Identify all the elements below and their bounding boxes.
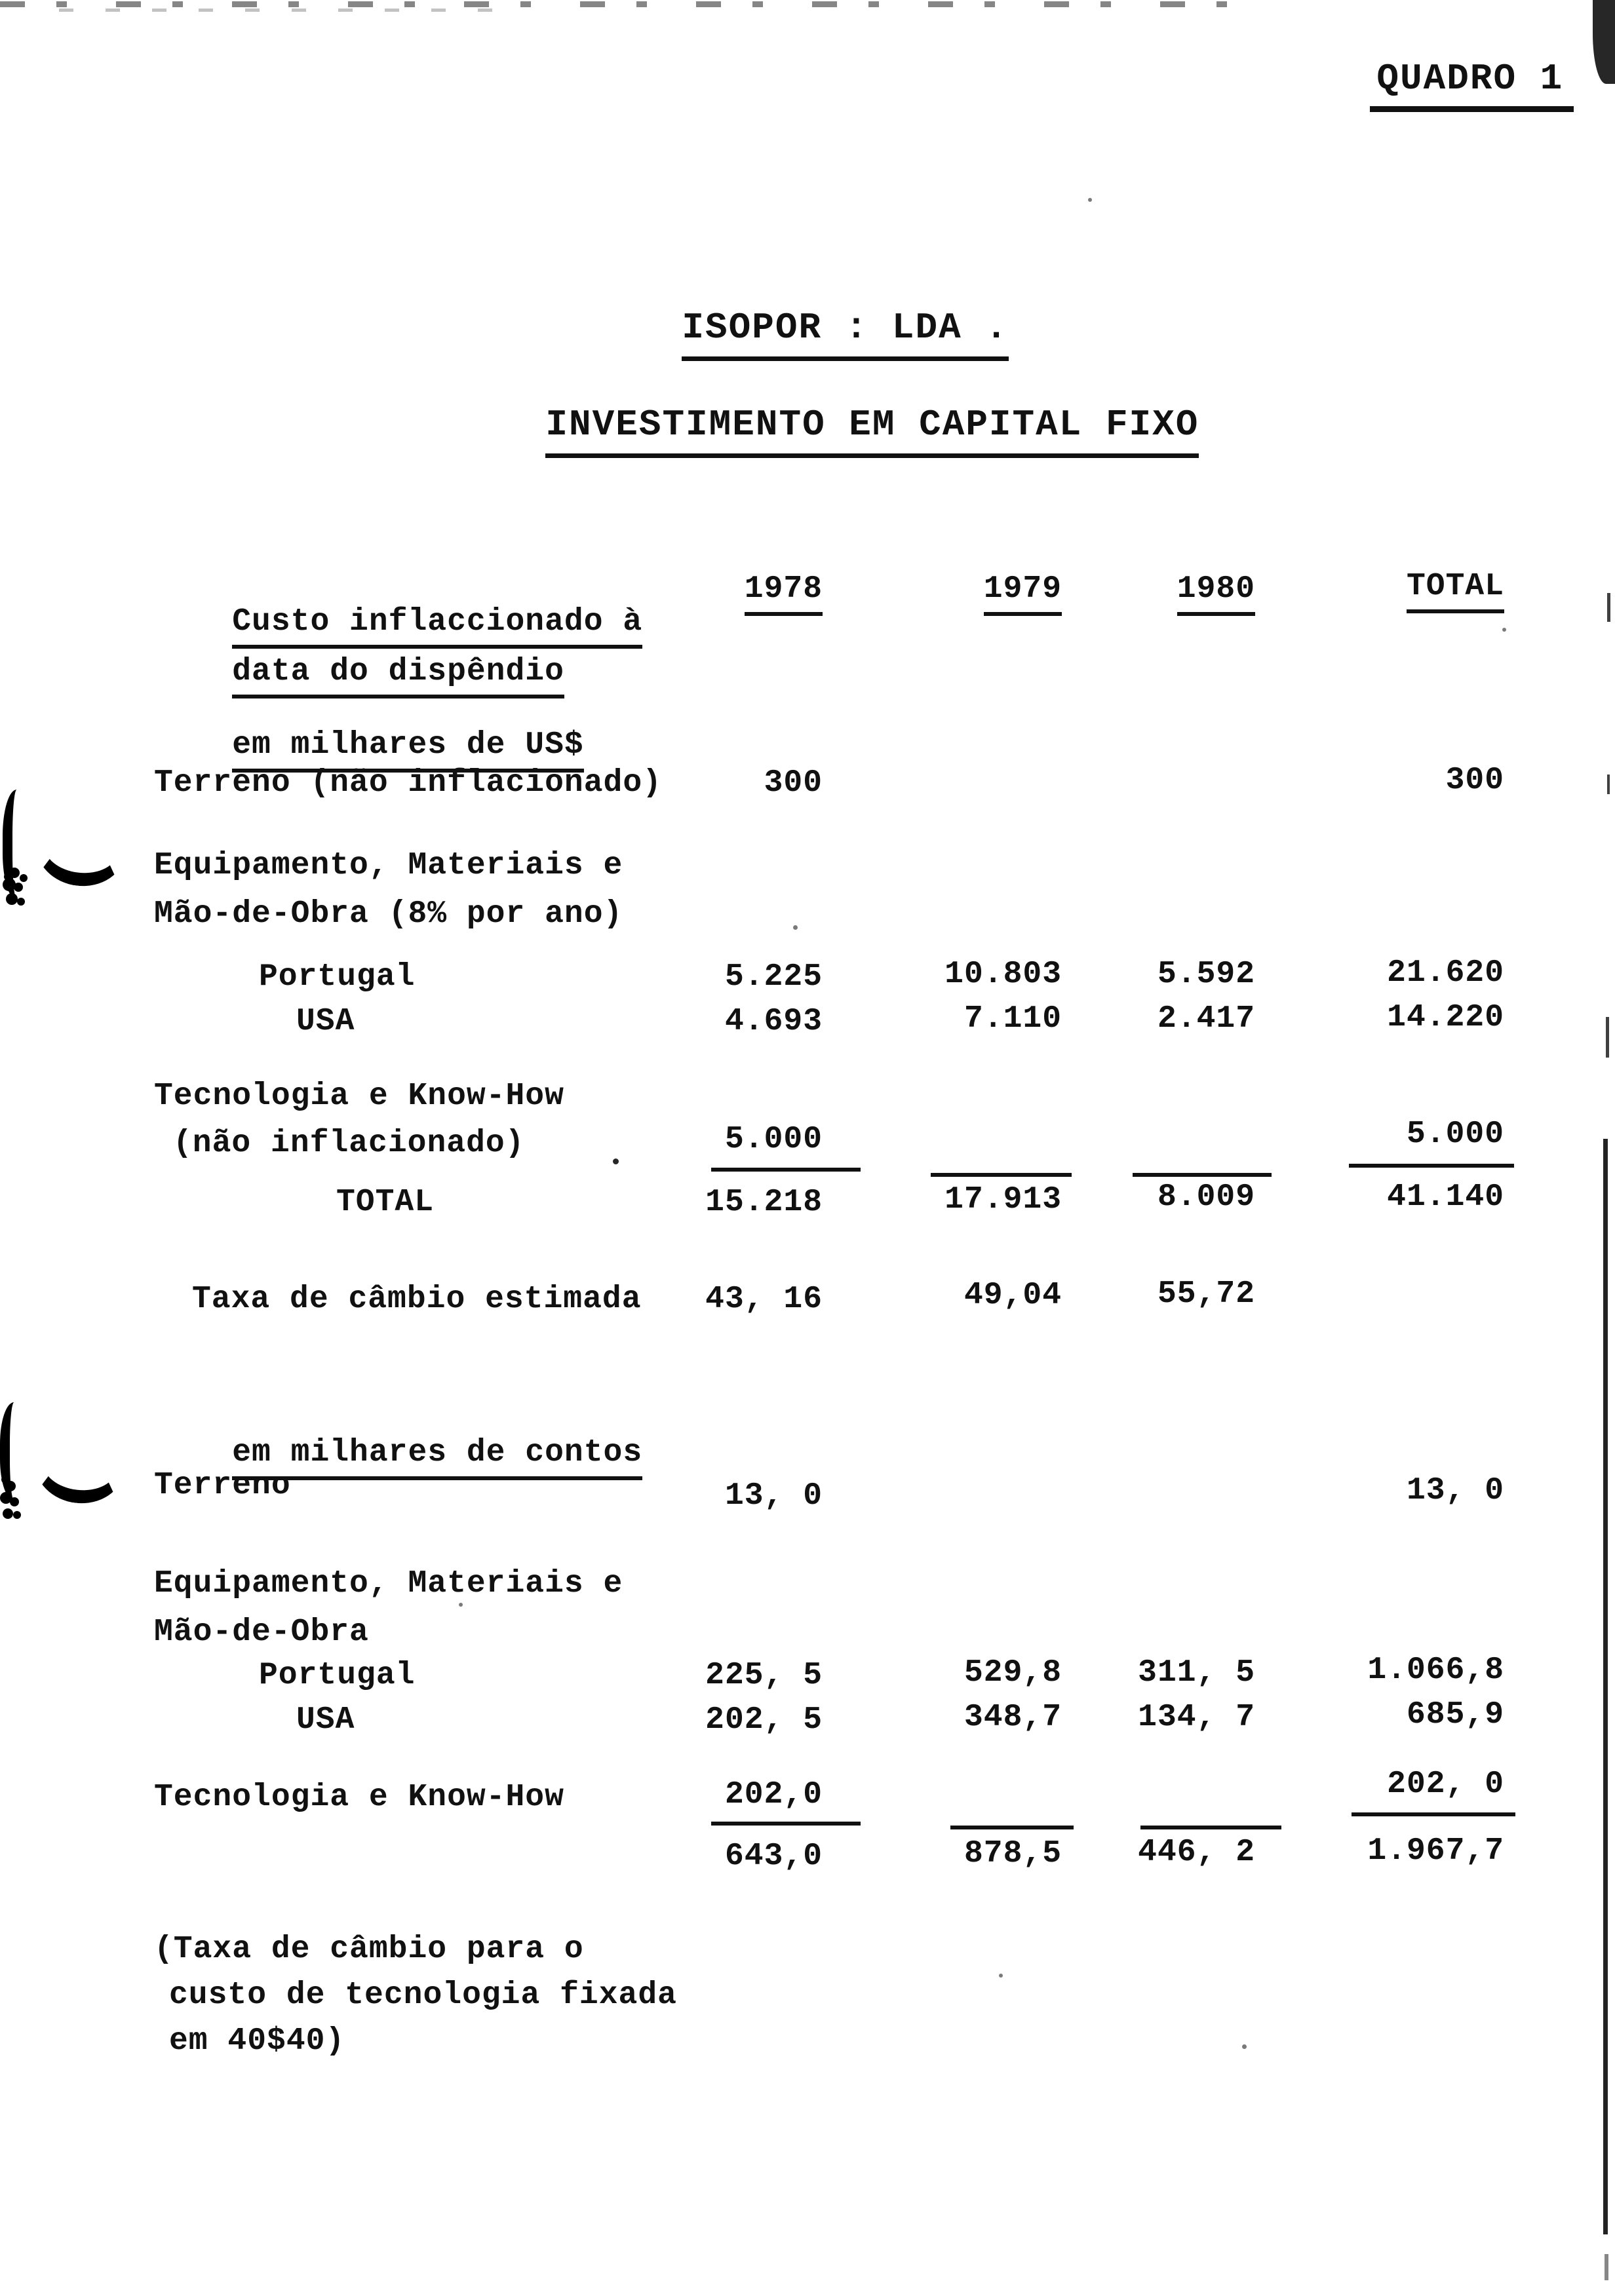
taxa-cambio-label: Taxa de câmbio estimada (192, 1282, 642, 1317)
total-contos-1979: 878,5 (963, 1836, 1062, 1871)
equip-contos-label-line2: Mão-de-Obra (154, 1615, 369, 1650)
column-header-1978: 1978 (541, 571, 823, 616)
usa-contos-total: 685,9 (1406, 1697, 1504, 1732)
portugal-contos-label: Portugal (259, 1658, 416, 1693)
tech-usd-label-line1: Tecnologia e Know-How (154, 1079, 564, 1114)
terreno-usd-1978: 300 (764, 765, 823, 801)
portugal-contos-1979: 529,8 (963, 1655, 1062, 1691)
blank-underline (1140, 1826, 1281, 1829)
portugal-usd-label: Portugal (259, 959, 416, 995)
scan-edge-line-right (1603, 1139, 1608, 2234)
stray-dot (613, 1158, 619, 1164)
terreno-contos-total: 13, 0 (1406, 1473, 1504, 1508)
blank-underline (1133, 1173, 1272, 1177)
scan-mark-crescent (33, 807, 129, 890)
taxa-cambio-1980: 55,72 (1157, 1276, 1255, 1312)
scan-edge-dash (1605, 2254, 1608, 2280)
value-underline (1352, 1812, 1515, 1816)
blank-underline (931, 1173, 1072, 1177)
total-usd-1979: 17.913 (944, 1182, 1062, 1217)
stray-dot (999, 1974, 1003, 1978)
stray-dot (1502, 628, 1506, 632)
equip-usd-label-line1: Equipamento, Materiais e (154, 848, 623, 883)
usa-contos-1979: 348,7 (963, 1700, 1062, 1735)
terreno-usd-label: Terreno (não inflacionado) (154, 765, 662, 801)
scan-noise-top-edge-2 (59, 9, 518, 12)
corner-label (1277, 16, 1574, 154)
terreno-contos-label: Terreno (154, 1468, 291, 1503)
total-contos-1978: 643,0 (724, 1839, 823, 1874)
tech-usd-1978: 5.000 (724, 1122, 823, 1157)
tech-contos-1978: 202,0 (724, 1777, 823, 1812)
portugal-contos-1980: 311, 5 (1138, 1655, 1255, 1691)
column-header-total: TOTAL (1222, 569, 1504, 613)
scan-mark-paren (0, 1402, 28, 1501)
footnote-line3: em 40$40) (169, 2023, 345, 2059)
blank-underline (950, 1826, 1074, 1829)
portugal-usd-1979: 10.803 (944, 957, 1062, 992)
taxa-cambio-1979: 49,04 (963, 1278, 1062, 1313)
usa-usd-1980: 2.417 (1157, 1001, 1255, 1037)
total-usd-total: 41.140 (1387, 1179, 1504, 1215)
value-underline (1349, 1164, 1514, 1168)
tech-usd-label-line2: (não inflacionado) (173, 1126, 525, 1161)
portugal-usd-1978: 5.225 (724, 959, 823, 995)
tech-contos-total: 202, 0 (1387, 1767, 1504, 1802)
scan-mark-crescent (31, 1424, 128, 1508)
portugal-usd-total: 21.620 (1387, 955, 1504, 991)
total-contos-total: 1.967,7 (1367, 1833, 1504, 1869)
stray-dot (1088, 198, 1092, 202)
section-label-contos: em milhares de contos (154, 1400, 642, 1516)
tech-usd-total: 5.000 (1406, 1117, 1504, 1152)
stray-dot (793, 925, 798, 930)
total-contos-1980: 446, 2 (1138, 1835, 1255, 1870)
scan-corner-blob (1593, 0, 1615, 84)
value-underline (711, 1168, 861, 1172)
scan-mark-blob (4, 864, 12, 871)
stray-dot (1242, 2044, 1247, 2049)
row-header-line2: data do dispêndio (154, 619, 564, 734)
portugal-contos-1978: 225, 5 (705, 1658, 823, 1693)
portugal-contos-total: 1.066,8 (1367, 1653, 1504, 1688)
equip-usd-label-line2: Mão-de-Obra (8% por ano) (154, 896, 623, 932)
taxa-cambio-1978: 43, 16 (705, 1282, 823, 1317)
usa-usd-1978: 4.693 (724, 1004, 823, 1039)
terreno-usd-total: 300 (1445, 763, 1504, 798)
total-usd-1978: 15.218 (705, 1185, 823, 1220)
terreno-contos-1978: 13, 0 (724, 1478, 823, 1514)
scan-edge-dash (1607, 593, 1610, 622)
footnote-line1: (Taxa de câmbio para o (154, 1932, 584, 1967)
tech-contos-label: Tecnologia e Know-How (154, 1780, 564, 1815)
scan-mark-blob (1, 1476, 9, 1483)
column-header-1979: 1979 (780, 571, 1062, 616)
total-usd-1980: 8.009 (1157, 1179, 1255, 1215)
row-header-line1: Custo inflaccionado à (154, 569, 642, 684)
footnote-line2: custo de tecnologia fixada (169, 1978, 677, 2013)
section-label-usd: em milhares de US$ (154, 692, 584, 808)
usa-usd-total: 14.220 (1387, 1000, 1504, 1035)
usa-usd-1979: 7.110 (963, 1001, 1062, 1037)
usa-usd-label: USA (296, 1004, 355, 1039)
column-header-1980: 1980 (973, 571, 1255, 616)
scan-edge-dash (1607, 775, 1610, 794)
equip-contos-label-line1: Equipamento, Materiais e (154, 1566, 623, 1601)
main-title: INVESTIMENTO EM CAPITAL FIXO (452, 362, 1199, 500)
usa-contos-1978: 202, 5 (705, 1702, 823, 1738)
corner-label-text: QUADRO 1 (1370, 58, 1574, 112)
usa-contos-label: USA (296, 1702, 355, 1738)
usa-contos-1980: 134, 7 (1138, 1700, 1255, 1735)
scan-mark-paren (3, 790, 31, 900)
scan-noise-top-edge (0, 1, 1232, 7)
stray-dot (459, 1603, 463, 1607)
value-underline (711, 1822, 861, 1826)
scan-edge-dash (1606, 1017, 1609, 1058)
total-usd-label: TOTAL (336, 1185, 435, 1220)
portugal-usd-1980: 5.592 (1157, 957, 1255, 992)
company-title: ISOPOR : LDA . (589, 265, 1009, 403)
